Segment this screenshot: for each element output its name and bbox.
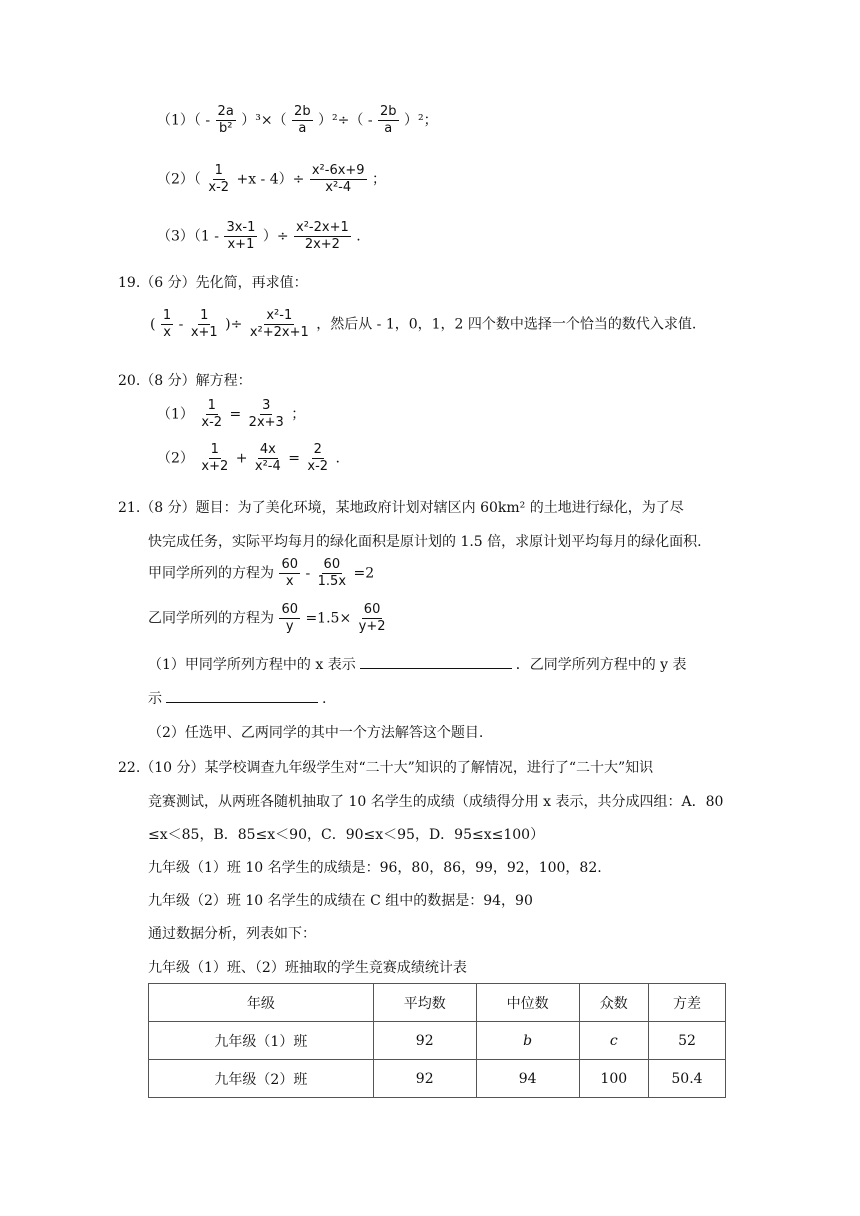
- fraction: $\frac{2a}{\text{b²}}$: [217, 104, 234, 136]
- fraction: $\frac{60}{1.5x}$: [317, 557, 347, 589]
- table-row: [149, 1022, 726, 1060]
- table-header: 方差: [648, 984, 725, 1022]
- fraction: $\frac{\text{x²-2x+1}}{2x+2}$: [296, 220, 349, 252]
- fraction: $\frac{1}{x+2}$: [201, 442, 229, 474]
- q19-expression: ( $\frac{1}{x}$ - $\frac{1}{x+1}$ )÷ $\frac{\text{x²-1}}{\text{x²+2x+1}}$ ，然后从 - 1，0，1，2 四个数中选择一个恰当的数代入求值.: [150, 308, 697, 340]
- answer-blank: [360, 656, 512, 669]
- q21-sub1: （1）甲同学所列方程中的 x 表示 ．乙同学所列方程中的 y 表: [148, 657, 687, 673]
- fraction: $\frac{2b}{a}$: [294, 104, 311, 136]
- q18-part3: （3）（1 - $\frac{3x-1}{x+1}$ ）÷ $\frac{\text{x²-2x+1}}{2x+2}$ .: [157, 220, 361, 252]
- fraction: $\frac{60}{y+2}$: [358, 602, 386, 634]
- fraction: $\frac{\text{x²-1}}{\text{x²+2x+1}}$: [249, 308, 309, 340]
- fraction: $\frac{3}{2x+3}$: [248, 398, 284, 430]
- table-cell: 九年级（1）班: [149, 1022, 374, 1060]
- fraction: $\frac{60}{x}$: [281, 557, 298, 589]
- fraction: $\frac{4x}{\text{x²-4}}$: [254, 442, 281, 474]
- q22-line6: 通过数据分析，列表如下：: [148, 926, 316, 942]
- table-header: 年级: [149, 984, 374, 1022]
- q20-part2: （2） $\frac{1}{x+2}$ + $\frac{4x}{\text{x²-4}}$ = $\frac{2}{x-2}$ .: [157, 442, 340, 474]
- table-header-row: [149, 984, 726, 1022]
- table-cell: 94: [476, 1060, 579, 1098]
- table-caption: 九年级（1）班、（2）班抽取的学生竞赛成绩统计表: [148, 960, 467, 976]
- fraction: $\frac{3x-1}{x+1}$: [226, 220, 256, 252]
- q21-jia-equation: 甲同学所列的方程为 $\frac{60}{x}$ - $\frac{60}{1.5x}$ =2: [148, 557, 375, 589]
- table-cell: 52: [648, 1022, 725, 1060]
- fraction: $\frac{1}{x-2}$: [201, 398, 223, 430]
- text: （1）（ -: [157, 112, 211, 129]
- fraction: $\frac{1}{x-2}$: [208, 163, 230, 195]
- q20-title: 20.（8 分）解方程：: [118, 373, 252, 389]
- q22-line3: ≤x＜85，B．85≤x＜90，C．90≤x＜95，D．95≤x≤100）: [148, 827, 545, 843]
- q21-sub1-cont: 示 .: [148, 691, 327, 707]
- q21-line2: 快完成任务，实际平均每月的绿化面积是原计划的 1.5 倍，求原计划平均每月的绿化面积.: [148, 534, 702, 550]
- q22-line5: 九年级（2）班 10 名学生的成绩在 C 组中的数据是：94，90: [148, 893, 533, 909]
- table-cell: 100: [579, 1060, 648, 1098]
- table-header: 中位数: [476, 984, 579, 1022]
- table-header: 众数: [579, 984, 648, 1022]
- q20-part1: （1） $\frac{1}{x-2}$ = $\frac{3}{2x+3}$ ；: [157, 398, 306, 430]
- table-cell: 九年级（2）班: [149, 1060, 374, 1098]
- fraction: $\frac{1}{x}$: [162, 308, 172, 340]
- table-cell: 92: [373, 1022, 476, 1060]
- q21-line1: 21.（8 分）题目：为了美化环境，某地政府计划对辖区内 60km² 的土地进行绿化，为了尽: [118, 500, 684, 516]
- table-cell: 50.4: [648, 1060, 725, 1098]
- table-header: 平均数: [373, 984, 476, 1022]
- fraction: $\frac{2}{x-2}$: [307, 442, 329, 474]
- q18-part1: （1）（ - $\frac{2a}{\text{b²}}$ ）³×（ $\frac{2b}{a}$ ）²÷（ - $\frac{2b}{a}$ ）²；: [157, 104, 438, 136]
- q18-part2: （2）（ $\frac{1}{x-2}$ +x - 4）÷ $\frac{\text{x²-6x+9}}{\text{x²-4}}$ ；: [157, 163, 387, 195]
- q21-yi-equation: 乙同学所列的方程为 $\frac{60}{y}$ =1.5× $\frac{60}{y+2}$: [148, 602, 386, 634]
- q22-line2: 竞赛测试，从两班各随机抽取了 10 名学生的成绩（成绩得分用 x 表示，共分成四组：A．80: [148, 794, 724, 810]
- q22-line1: 22.（10 分）某学校调查九年级学生对“二十大”知识的了解情况，进行了“二十大”知识: [118, 760, 654, 776]
- q21-sub2: （2）任选甲、乙两同学的其中一个方法解答这个题目.: [148, 725, 484, 741]
- fraction: $\frac{60}{y}$: [281, 602, 298, 634]
- table-row: [149, 1060, 726, 1098]
- table-cell: 92: [373, 1060, 476, 1098]
- table-cell: c: [579, 1022, 648, 1060]
- table-cell: b: [476, 1022, 579, 1060]
- q22-line4: 九年级（1）班 10 名学生的成绩是：96，80，86，99，92，100，82.: [148, 860, 602, 876]
- fraction: $\frac{1}{x+1}$: [190, 308, 218, 340]
- fraction: $\frac{2b}{a}$: [380, 104, 397, 136]
- answer-blank: [166, 690, 318, 703]
- q19-title: 19.（6 分）先化简，再求值：: [118, 275, 308, 291]
- stats-table: [148, 983, 726, 1098]
- fraction: $\frac{\text{x²-6x+9}}{\text{x²-4}}$: [311, 163, 365, 195]
